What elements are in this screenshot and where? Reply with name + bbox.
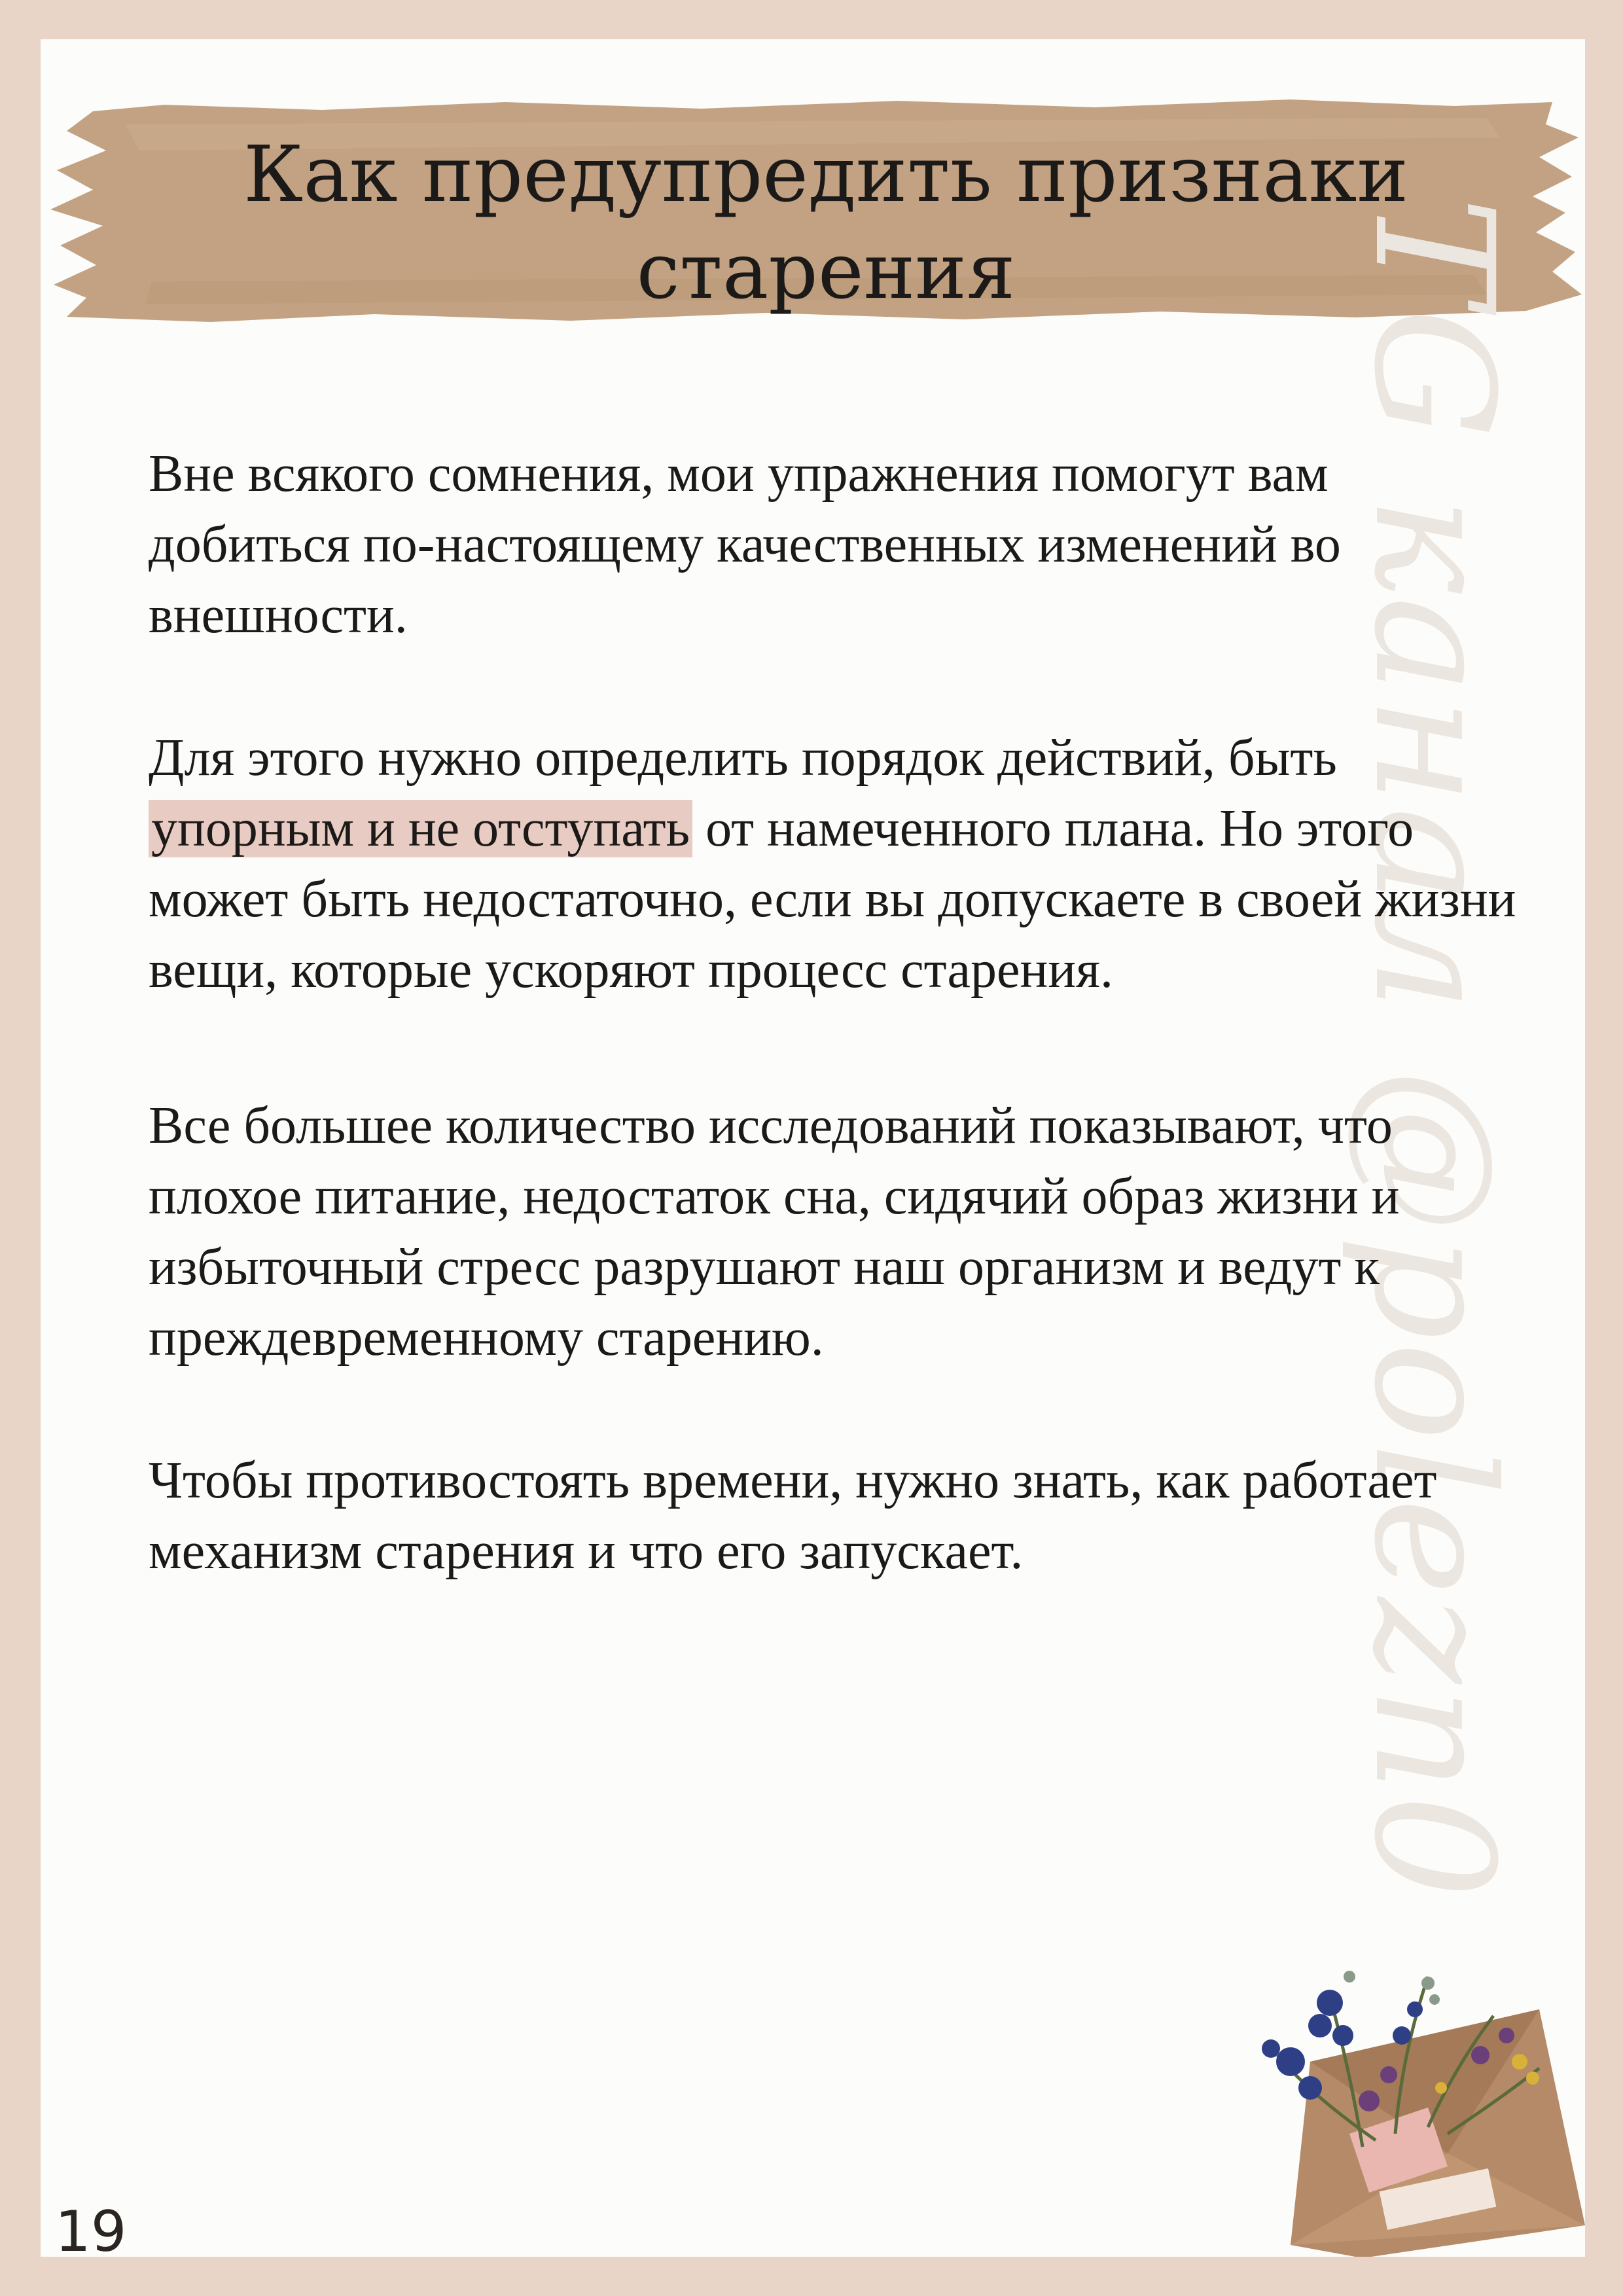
channel-watermark: TG канал @polezn0 bbox=[1338, 196, 1529, 1901]
paragraph-3: Все большее количество исследований показывают, что плохое питание, недостаток сна, сидячий образ жизни и избыточный стресс разрушают наш организм и ведут к преждевременному старению. bbox=[149, 1097, 1400, 1367]
highlighted-phrase: упорным и не отступать bbox=[149, 800, 692, 857]
paragraph-1: Вне всякого сомнения, мои упражнения помогут вам добиться по-настоящему качественных изменений во внешности. bbox=[149, 445, 1341, 644]
paragraph-2-start: Для этого нужно определить порядок действий, быть bbox=[149, 729, 1337, 787]
body-text bbox=[149, 439, 1543, 1587]
title-line-1: Как предупредить признаки bbox=[243, 129, 1408, 219]
paragraph-2-end: от намеченного плана. Но этого может быть недостаточно, если вы допускаете в своей жизни вещи, которые ускоряют процесс старения. bbox=[149, 800, 1516, 999]
document-page bbox=[41, 39, 1585, 2257]
title-line-2: старения bbox=[636, 226, 1016, 316]
page-number: 19 bbox=[55, 2199, 127, 2257]
flower-envelope-image bbox=[1232, 1937, 1585, 2257]
paragraph-4: Чтобы противостоять времени, нужно знать, как работает механизм старения и что его запускает. bbox=[149, 1452, 1437, 1580]
paragraph-2 bbox=[149, 723, 1543, 1005]
flower-envelope-icon bbox=[1232, 1937, 1585, 2257]
